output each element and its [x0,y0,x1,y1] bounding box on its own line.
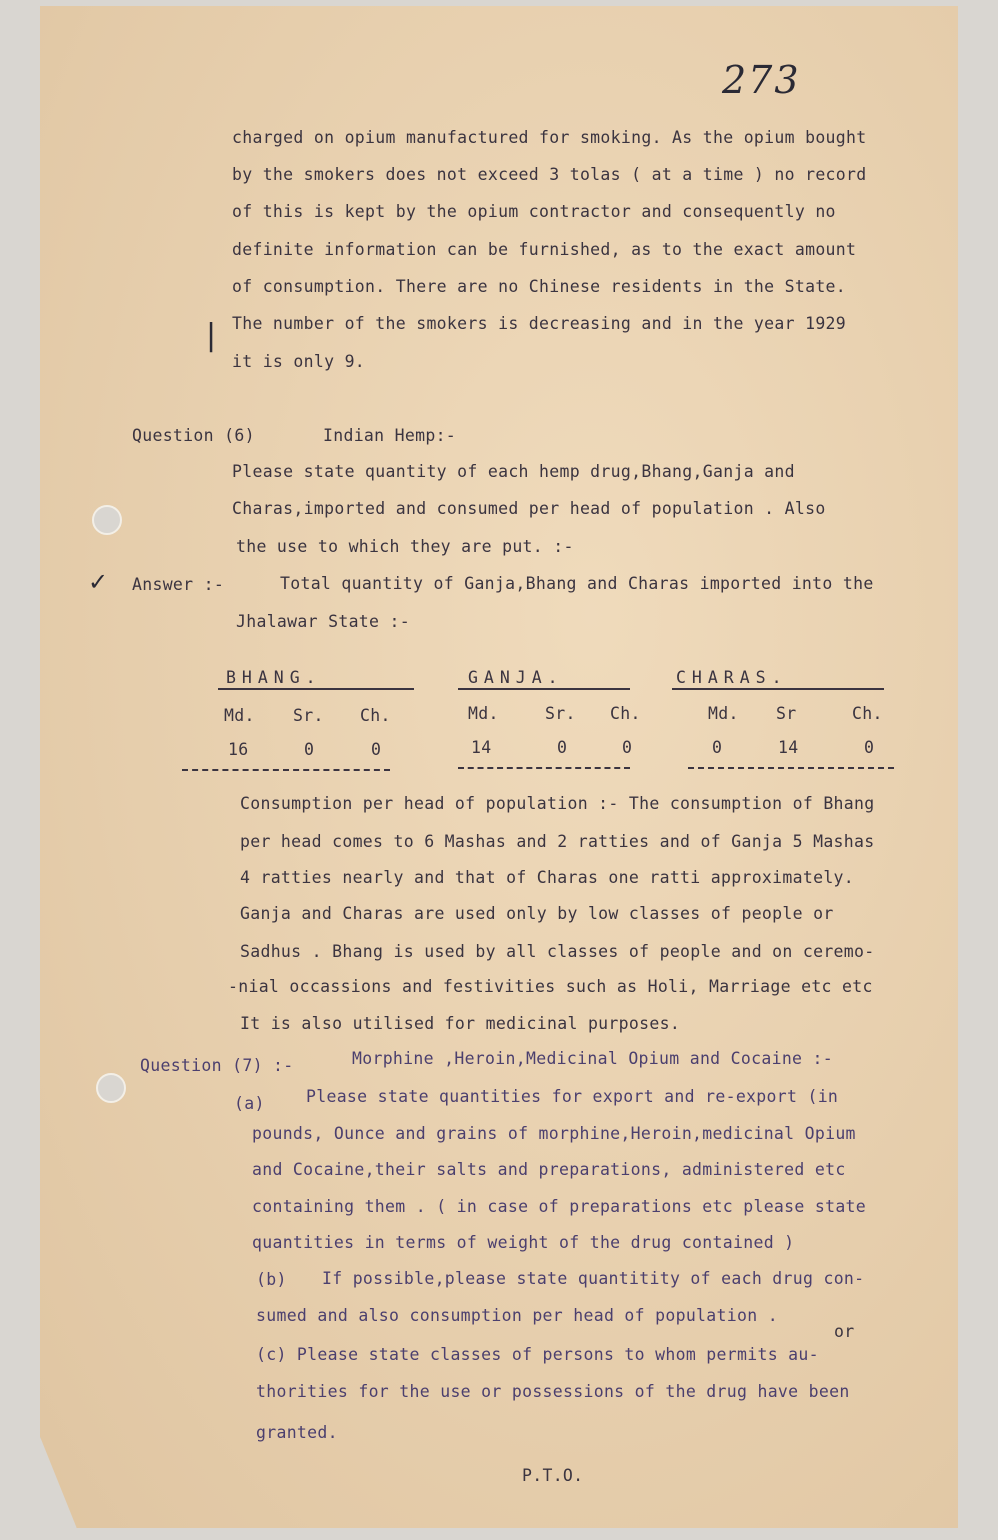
para1-line: definite information can be furnished, as to the exact amount [232,240,857,259]
handwritten-insert: or [834,1322,855,1341]
heading-underline [458,688,630,690]
page-number: 273 [722,58,801,102]
question-6-label: Question (6) [132,426,255,445]
consumption-line: Consumption per head of population :- The consumption of Bhang [240,794,875,813]
table-value: 0 [622,738,633,757]
part-a-line: quantities in terms of weight of the drug contained ) [252,1233,795,1252]
para1-line: charged on opium manufactured for smoking. As the opium bought [232,128,867,147]
unit-header: Ch. [360,706,391,725]
question-7-title: Morphine ,Heroin,Medicinal Opium and Cocaine :- [352,1049,833,1068]
table-value: 14 [778,738,799,757]
ganja-heading: GANJA. [468,668,564,687]
unit-header: Md. [224,706,255,725]
part-a-line: pounds, Ounce and grains of morphine,Heroin,medicinal Opium [252,1124,856,1143]
punch-hole [96,1073,126,1103]
unit-header: Ch. [852,704,883,723]
table-value: 0 [864,738,875,757]
unit-header: Md. [708,704,739,723]
answer-line: Jhalawar State :- [236,612,410,631]
consumption-line: -nial occassions and festivities such as Holi, Marriage etc etc [228,977,873,996]
consumption-line: It is also utilised for medicinal purposes. [240,1014,681,1033]
table-value: 0 [371,740,382,759]
table-value: 0 [712,738,723,757]
part-a-line: and Cocaine,their salts and preparations, administered etc [252,1160,846,1179]
punch-hole [92,505,122,535]
part-a-line: Please state quantities for export and re-export (in [306,1087,839,1106]
unit-header: Ch. [610,704,641,723]
bhang-heading: BHANG. [226,668,322,687]
unit-header: Sr [776,704,797,723]
unit-header: Md. [468,704,499,723]
consumption-line: 4 ratties nearly and that of Charas one ratti approximately. [240,868,855,887]
part-a-label: (a) [234,1094,265,1113]
table-value: 0 [557,738,568,757]
question-6-title: Indian Hemp:- [323,426,457,445]
table-divider [458,767,630,769]
page-footer: P.T.O. [522,1466,584,1485]
answer-line: Total quantity of Ganja,Bhang and Charas imported into the [280,574,874,593]
question-7-label: Question (7) :- [140,1056,294,1075]
part-c-line: thorities for the use or possessions of the drug have been [256,1382,850,1401]
heading-underline [218,688,414,690]
table-value: 0 [304,740,315,759]
para1-line: of consumption. There are no Chinese residents in the State. [232,277,847,296]
unit-header: Sr. [293,706,324,725]
charas-heading: CHARAS. [676,668,788,687]
part-c-line: (c) Please state classes of persons to whom permits au- [256,1345,819,1364]
consumption-line: Ganja and Charas are used only by low classes of people or [240,904,834,923]
question-6-line: the use to which they are put. :- [236,537,574,556]
part-c-line: granted. [256,1423,338,1442]
question-6-line: Please state quantity of each hemp drug,Bhang,Ganja and [232,462,795,481]
para1-line: The number of the smokers is decreasing and in the year 1929 [232,314,847,333]
para1-line: by the smokers does not exceed 3 tolas ( at a time ) no record [232,165,867,184]
table-divider [182,769,390,771]
para1-line: it is only 9. [232,352,366,371]
para1-line: of this is kept by the opium contractor and consequently no [232,202,836,221]
table-divider [688,767,894,769]
heading-underline [672,688,884,690]
checkmark-icon: ✓ [88,568,109,596]
table-value: 14 [471,738,492,757]
consumption-line: per head comes to 6 Mashas and 2 ratties and of Ganja 5 Mashas [240,832,875,851]
part-b-label: (b) [256,1270,287,1289]
consumption-line: Sadhus . Bhang is used by all classes of people and on ceremo- [240,942,875,961]
table-value: 16 [228,740,249,759]
part-b-line: sumed and also consumption per head of population . [256,1306,778,1325]
question-6-line: Charas,imported and consumed per head of population . Also [232,499,826,518]
answer-label: Answer :- [132,575,225,594]
unit-header: Sr. [545,704,576,723]
part-b-line: If possible,please state quantitity of each drug con- [322,1269,865,1288]
part-a-line: containing them . ( in case of preparations etc please state [252,1197,867,1216]
margin-tick-mark: | [206,318,217,353]
